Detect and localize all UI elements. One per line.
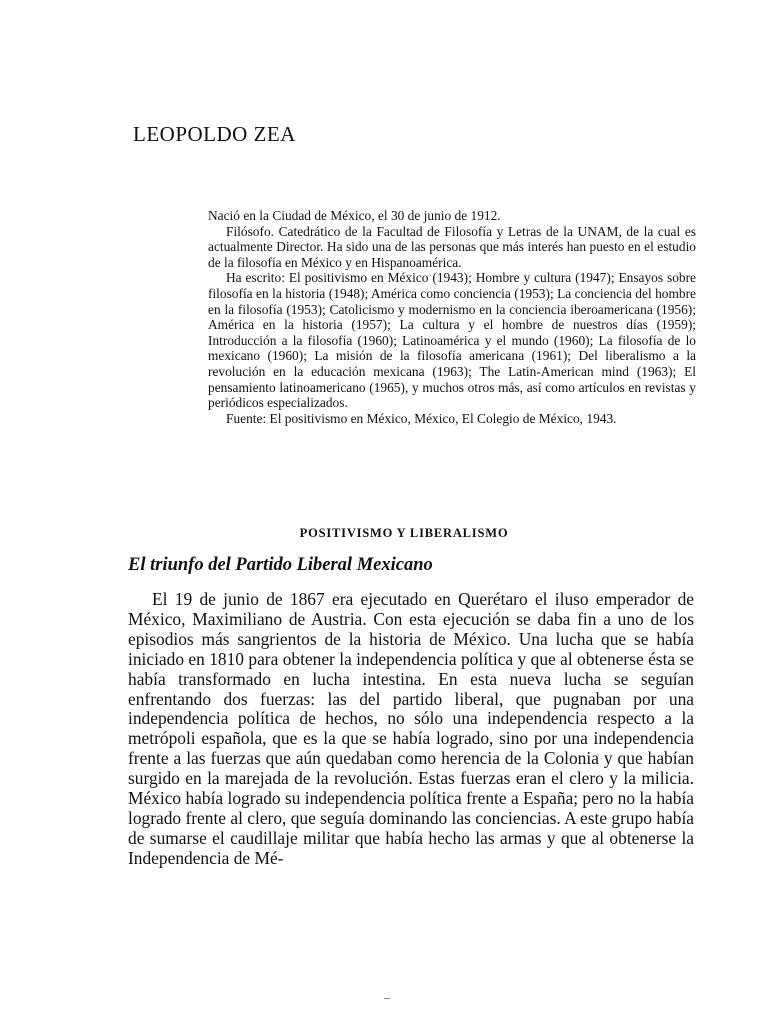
author-name: LEOPOLDO ZEA — [133, 122, 296, 146]
chapter-subtitle: El triunfo del Partido Liberal Mexicano — [128, 555, 433, 575]
bio-born: Nació en la Ciudad de México, el 30 de junio de 1912. — [208, 208, 501, 223]
bio-source: Fuente: El positivismo en México, México, El Colegio de México, 1943. — [226, 410, 617, 426]
author-bio — [208, 208, 696, 426]
section-title: POSITIVISMO Y LIBERALISMO — [299, 526, 509, 540]
body-paragraph: El 19 de junio de 1867 era ejecutado en Querétaro el iluso emperador de México, Maximiliano de Austria. Con esta ejecución se daba fin a uno de los episodios más sangrientos de la historia de México. Una lucha que se había iniciado en 1810 para obtener la independencia política y que al obtenerse ésta se había transformado en lucha intestina. En esta nueva lucha se seguían enfrentando dos fuerzas: las del partido liberal, que pugnaban por una independencia política de hechos, no sólo una independencia respecto a la metrópoli española, que es la que se había logrado, sino por una independencia frente a las fuerzas que aún quedaban como herencia de la Colonia y que habían surgido en la marejada de la revolución. Estas fuerzas eran el clero y la milicia. México había logrado su independencia política frente a España; pero no la había logrado frente al clero, que seguía dominando las conciencias. A este grupo había de sumarse el caudillaje militar que había hecho las armas y que al obtenerse la Independencia de Mé- — [128, 589, 694, 868]
bio-profile: Filósofo. Catedrático de la Facultad de Filosofía y Letras de la UNAM, de la cual es actualmente Director. Ha sido una de las personas que más interés han puesto en el estudio de la filosofía en México y en Hispanoamérica. — [208, 223, 696, 270]
page-mark — [384, 998, 390, 999]
body-text — [128, 590, 694, 869]
bio-works: Ha escrito: El positivismo en México (1943); Hombre y cultura (1947); Ensayos sobre filosofía en la historia (1948); América como conciencia (1953); La conciencia del hombre en la filosofía (1953); Catolicismo y modernismo en la conciencia iberoamericana (1956); América en la historia (1957); La cultura y el hombre de nuestros días (1959); Introducción a la filosofía (1960); Latinoamérica y el mundo (1960); La filosofía de lo mexicano (1960); La misión de la filosofía americana (1961); Del liberalismo a la revolución en la educación mexicana (1963); The Latin-American mind (1963); El pensamiento latinoamericano (1965), y muchos otros más, así como artículos en revistas y periódicos especializados. — [208, 270, 696, 411]
